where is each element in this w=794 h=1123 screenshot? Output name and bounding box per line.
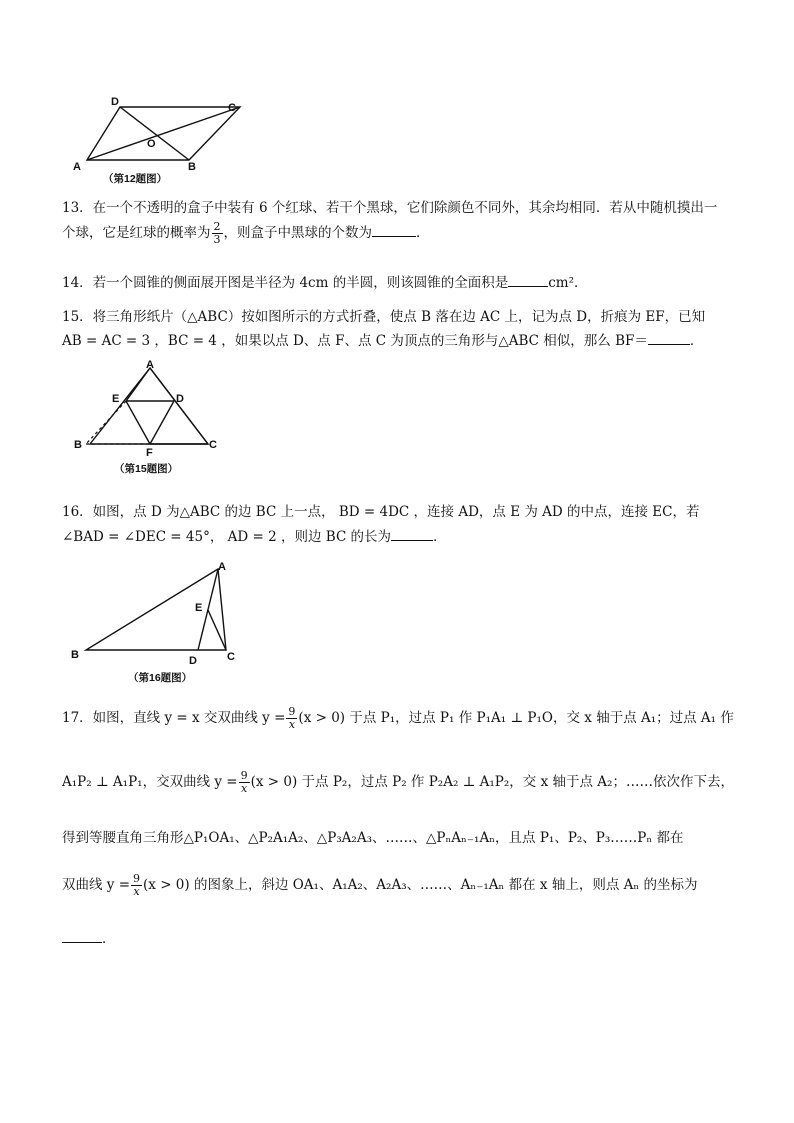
q17-line3: [62, 826, 684, 846]
q13-text-1: 13．在一个不透明的盒子中装有 6 个红球、若干个黑球，它们除颜色不同外，其余均相同．若从中随机摸出一: [62, 200, 718, 216]
q17-text-2b: (x > 0) 于点 P₂，过点 P₂ 作 P₂A₂ ⊥ A₁P₂，交 x 轴于点 A₂；……依次作下去，: [250, 774, 734, 790]
q16-line2: [62, 525, 447, 545]
fig16-label-a: A: [218, 561, 226, 573]
fig16-label-e: E: [195, 602, 203, 614]
q15-text-2: AB = AC = 3 ，BC = 4 ，如果以点 D、点 F、点 C 为顶点的三角形与△ABC 相似，那么 BF＝: [62, 333, 648, 349]
q17-text-4a: 双曲线 y =: [62, 877, 131, 893]
q17-text-3: 得到等腰直角三角形△P₁OA₁、△P₂A₁A₂、△P₃A₂A₃、……、△PₙAₙ₋₁Aₙ，且点 P₁、P₂、P₃……Pₙ 都在: [62, 830, 684, 846]
fig15-label-b: B: [74, 439, 82, 451]
figure-12: [68, 92, 268, 186]
fig12-label-d: D: [111, 96, 119, 108]
fig16-caption: （第16题图）: [128, 672, 193, 684]
q13-text-2b: ，则盒子中黑球的个数为: [223, 225, 372, 241]
fig15-label-e: E: [112, 393, 120, 405]
q17-fraction-3: [131, 873, 142, 898]
q13-answer-blank[interactable]: [372, 224, 416, 237]
q15-end: ．: [689, 333, 704, 349]
q13-line2: [62, 221, 430, 246]
fig12-label-o: O: [147, 138, 156, 150]
q17-line4: [62, 873, 698, 898]
q14-text: 14．若一个圆锥的侧面展开图是半径为 4cm 的半圆，则该圆锥的全面积是: [62, 275, 509, 291]
fig12-label-b: B: [188, 161, 196, 173]
fig16-label-b: B: [71, 649, 79, 661]
fig15-label-d: D: [176, 393, 184, 405]
q14-answer-blank[interactable]: [508, 274, 548, 287]
fig12-label-a: A: [73, 161, 81, 173]
q17-fraction-2: [239, 770, 250, 795]
figure-15: [68, 358, 238, 478]
q15-answer-blank[interactable]: [648, 332, 690, 345]
q16-answer-blank[interactable]: [391, 528, 433, 541]
fig15-caption: （第15题图）: [114, 463, 179, 475]
figure-16: [66, 560, 256, 688]
q16-line1: [62, 500, 700, 520]
q14-unit: cm²: [548, 275, 574, 291]
q17-text-1a: 17．如图，直线 y = x 交双曲线 y =: [62, 710, 286, 726]
fig15-label-a: A: [146, 359, 154, 371]
q17-fraction-1: [286, 706, 297, 731]
q17-line1: [62, 706, 734, 731]
q14-line: [62, 271, 588, 291]
q17-frac3-den: x: [133, 885, 140, 898]
q15-line2: [62, 329, 703, 349]
q17-frac2-num: 9: [240, 769, 248, 782]
q17-frac1-den: x: [288, 718, 296, 731]
q13-end: ．: [416, 225, 430, 241]
fig15-label-f: F: [146, 447, 153, 459]
fig16-label-d: D: [189, 655, 197, 667]
q13-text-2a: 个球，它是红球的概率为: [62, 225, 211, 241]
fig15-label-c: C: [209, 439, 217, 451]
fig12-label-c: C: [228, 102, 236, 114]
q17-text-2a: A₁P₂ ⊥ A₁P₁，交双曲线 y =: [62, 774, 238, 790]
q17-answer-blank[interactable]: [62, 930, 102, 943]
q16-end: ．: [433, 529, 447, 545]
q15-text-1: 15．将三角形纸片（△ABC）按如图所示的方式折叠，使点 B 落在边 AC 上，记为点 D，折痕为 EF，已知: [62, 309, 706, 325]
q13-fraction: [212, 221, 223, 246]
q16-text-1: 16．如图，点 D 为△ABC 的边 BC 上一点， BD = 4DC ，连接 AD，点 E 为 AD 的中点，连接 EC，若: [62, 504, 700, 520]
fig12-caption: （第12题图）: [103, 173, 168, 185]
q17-text-4b: (x > 0) 的图象上，斜边 OA₁、A₁A₂、A₂A₃、……、Aₙ₋₁Aₙ 都在 x 轴上，则点 Aₙ 的坐标为: [143, 877, 698, 893]
q13-frac-num: 2: [213, 220, 221, 233]
q17-line5: [62, 927, 116, 947]
q17-frac3-num: 9: [133, 872, 141, 885]
q17-end: ．: [102, 931, 116, 947]
q17-text-1b: (x > 0) 于点 P₁，过点 P₁ 作 P₁A₁ ⊥ P₁O，交 x 轴于点 A₁；过点 A₁ 作: [298, 710, 734, 726]
fig16-label-c: C: [227, 651, 235, 663]
q14-end: ．: [574, 275, 588, 291]
q16-text-2: ∠BAD = ∠DEC = 45°， AD = 2 ，则边 BC 的长为: [62, 529, 392, 545]
q17-frac2-den: x: [241, 782, 248, 795]
q13-line1: [62, 196, 717, 216]
q17-line2: [62, 770, 734, 795]
q15-line1: [62, 305, 705, 325]
q13-frac-den: 3: [213, 233, 221, 246]
q17-frac1-num: 9: [288, 705, 296, 718]
